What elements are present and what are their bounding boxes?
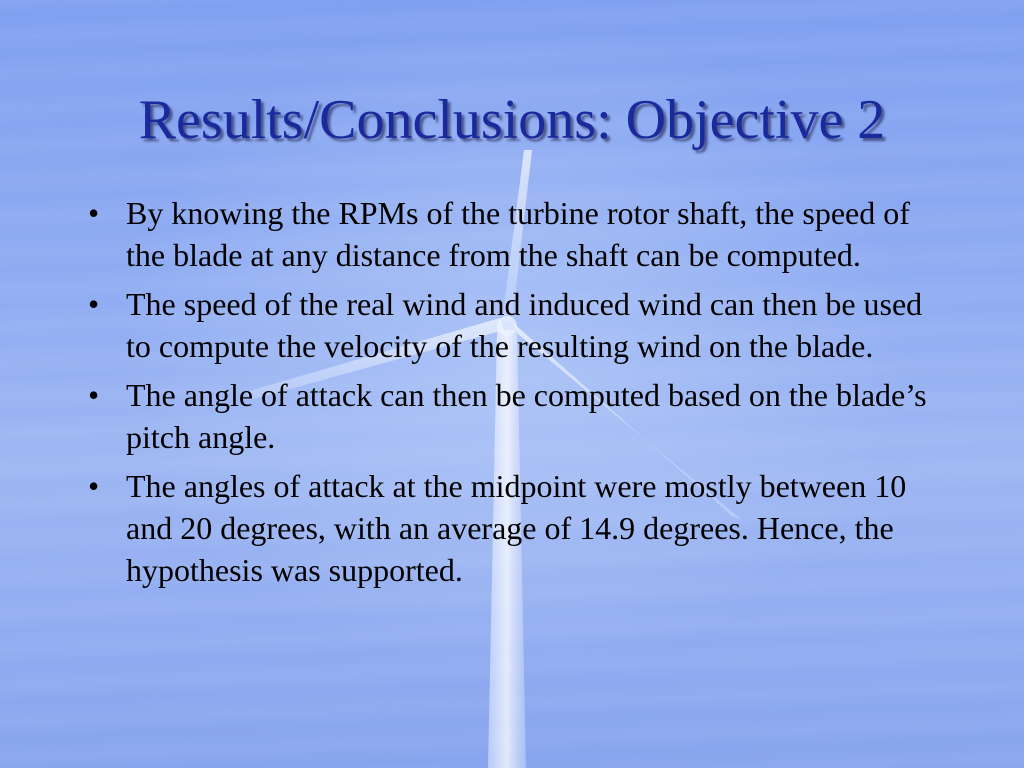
bullet-text: By knowing the RPMs of the turbine rotor shaft, the speed of the blade at any distance from the shaft can be computed. <box>126 195 910 273</box>
slide-title: Results/Conclusions: Objective 2 <box>138 89 886 151</box>
bullet-marker: • <box>88 286 100 322</box>
bullet-text: The angle of attack can then be computed based on the blade’s pitch angle. <box>126 377 927 455</box>
bullet-text: The speed of the real wind and induced wind can then be used to compute the velocity of the resulting wind on the blade. <box>126 286 923 364</box>
bullet-item <box>82 283 942 367</box>
bullet-marker: • <box>88 377 100 413</box>
bullet-list <box>82 192 942 598</box>
bullet-marker: • <box>88 195 100 231</box>
bullet-marker: • <box>88 468 100 504</box>
bullet-text: The angles of attack at the midpoint were mostly between 10 and 20 degrees, with an average of 14.9 degrees. Hence, the hypothesis was supported. <box>126 468 907 588</box>
bullet-item <box>82 374 942 458</box>
bullet-item <box>82 465 942 591</box>
bullet-item <box>82 192 942 276</box>
